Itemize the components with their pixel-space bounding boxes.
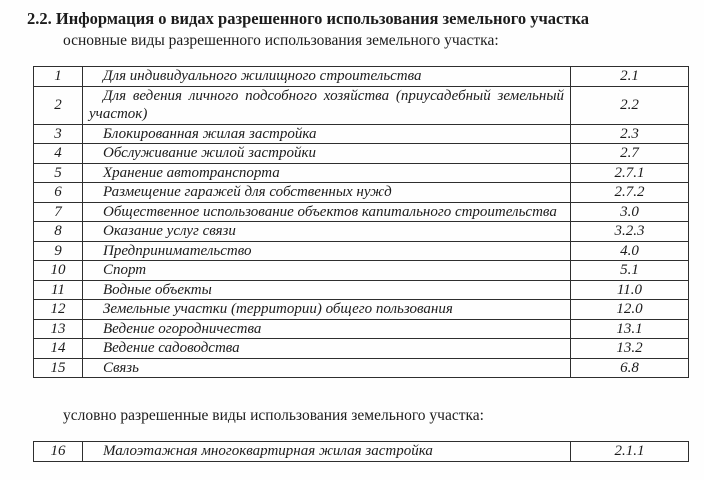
use-name-cell: Общественное использование объектов капитального строительства (83, 202, 571, 222)
row-number-cell: 9 (34, 241, 83, 261)
use-code-cell: 2.7.2 (571, 183, 689, 203)
use-code-cell: 6.8 (571, 358, 689, 378)
use-code-cell: 4.0 (571, 241, 689, 261)
table-row (34, 222, 689, 242)
use-name-cell: Для индивидуального жилищного строительства (83, 67, 571, 87)
row-number-cell: 3 (34, 124, 83, 144)
use-name-cell: Блокированная жилая застройка (83, 124, 571, 144)
page-title: 2.2. Информация о видах разрешенного использования земельного участка (27, 9, 589, 28)
use-code-cell: 2.1.1 (571, 442, 689, 462)
table-row (34, 202, 689, 222)
use-name-cell: Ведение огородничества (83, 319, 571, 339)
row-number-cell: 1 (34, 67, 83, 87)
use-name-cell: Водные объекты (83, 280, 571, 300)
table-row (34, 319, 689, 339)
use-name-cell: Предпринимательство (83, 241, 571, 261)
table-row (34, 183, 689, 203)
row-number-cell: 16 (34, 442, 83, 462)
row-number-cell: 11 (34, 280, 83, 300)
use-name-cell: Для ведения личного подсобного хозяйства (приусадебный земельный участок) (83, 86, 571, 124)
row-number-cell: 14 (34, 339, 83, 359)
table-row (34, 261, 689, 281)
table-row (34, 144, 689, 164)
use-name-cell: Связь (83, 358, 571, 378)
use-code-cell: 13.1 (571, 319, 689, 339)
use-code-cell: 3.0 (571, 202, 689, 222)
table-row (34, 241, 689, 261)
table-row (34, 67, 689, 87)
use-name-cell: Оказание услуг связи (83, 222, 571, 242)
table-row (34, 280, 689, 300)
row-number-cell: 12 (34, 300, 83, 320)
table-row (34, 339, 689, 359)
use-name-cell: Хранение автотранспорта (83, 163, 571, 183)
row-number-cell: 2 (34, 86, 83, 124)
use-name-cell: Ведение садоводства (83, 339, 571, 359)
table-row (34, 124, 689, 144)
use-name-cell: Размещение гаражей для собственных нужд (83, 183, 571, 203)
use-code-cell: 2.7.1 (571, 163, 689, 183)
conditional-uses-table (33, 441, 689, 462)
use-code-cell: 12.0 (571, 300, 689, 320)
row-number-cell: 4 (34, 144, 83, 164)
use-code-cell: 2.1 (571, 67, 689, 87)
table-row (34, 442, 689, 462)
use-code-cell: 13.2 (571, 339, 689, 359)
table-row (34, 358, 689, 378)
table-row (34, 300, 689, 320)
table-row (34, 86, 689, 124)
row-number-cell: 7 (34, 202, 83, 222)
row-number-cell: 6 (34, 183, 83, 203)
primary-uses-table (33, 66, 689, 378)
row-number-cell: 13 (34, 319, 83, 339)
use-name-cell: Малоэтажная многоквартирная жилая застройка (83, 442, 571, 462)
use-code-cell: 5.1 (571, 261, 689, 281)
use-name-cell: Спорт (83, 261, 571, 281)
use-name-cell: Обслуживание жилой застройки (83, 144, 571, 164)
use-code-cell: 11.0 (571, 280, 689, 300)
table-row (34, 163, 689, 183)
section-label-conditional: условно разрешенные виды использования земельного участка: (63, 407, 484, 424)
use-code-cell: 2.3 (571, 124, 689, 144)
row-number-cell: 15 (34, 358, 83, 378)
row-number-cell: 10 (34, 261, 83, 281)
use-code-cell: 3.2.3 (571, 222, 689, 242)
use-name-cell: Земельные участки (территории) общего пользования (83, 300, 571, 320)
use-code-cell: 2.2 (571, 86, 689, 124)
row-number-cell: 5 (34, 163, 83, 183)
row-number-cell: 8 (34, 222, 83, 242)
section-label-primary: основные виды разрешенного использования земельного участка: (63, 32, 499, 49)
use-code-cell: 2.7 (571, 144, 689, 164)
